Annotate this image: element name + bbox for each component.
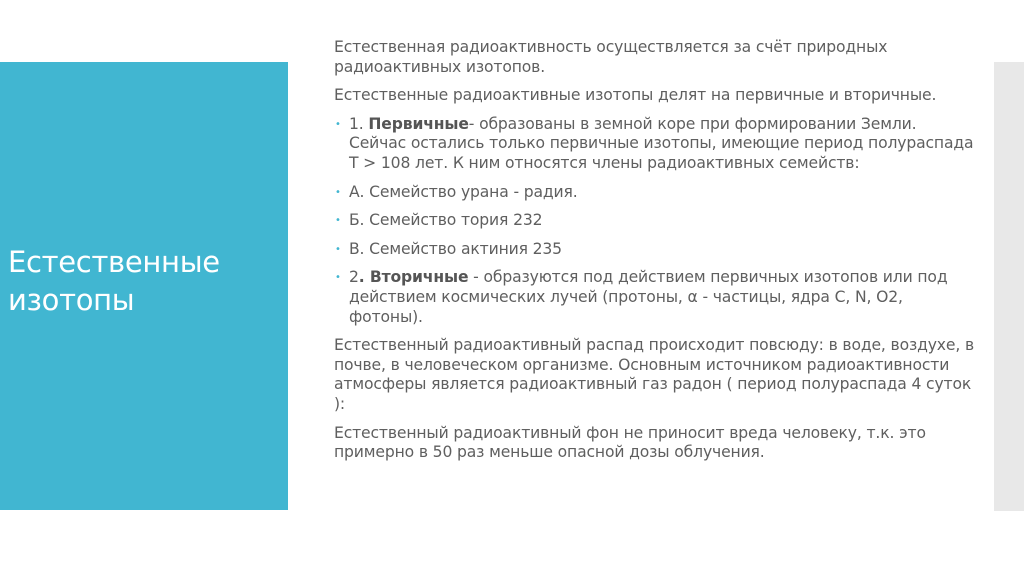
bullet-secondary-isotopes (334, 268, 974, 327)
paragraph-natural-decay: Естественный радиоактивный распад происходит повсюду: в воде, воздухе, в почве, в человеческом организме. Основным источником радиоактивности атмосферы является радиоактивный газ радон ( период полураспада 4 суток ): (334, 336, 974, 413)
bullet-icon: • (335, 243, 341, 255)
slide-title (8, 243, 283, 319)
bullet-uranium-family (334, 183, 974, 203)
bullet-thorium-family (334, 211, 974, 231)
bullet-text: - образуются под действием первичных изотопов или под действием космических лучей (протоны, α - частицы, ядра C, N, O2, фотоны). (349, 268, 948, 326)
paragraph-isotope-division: Естественные радиоактивные изотопы делят на первичные и вторичные. (334, 86, 937, 105)
bullet-bold-term: Первичные (368, 114, 469, 133)
bullet-icon: • (335, 118, 341, 130)
bullet-text: В. Семейство актиния 235 (349, 239, 562, 258)
bullet-prefix: 1. (349, 114, 369, 133)
bullet-text: Б. Семейство тория 232 (349, 211, 543, 230)
slide-body (334, 38, 974, 472)
slide-title-line-2: изотопы (8, 283, 135, 317)
bullet-text: - образованы в земной коре при формировании Земли. Сейчас остались только первичные изотопы, имеющие период полураспада Т > 108 лет. К ним относятся члены радиоактивных семейств: (349, 114, 974, 172)
side-decoration-bar (994, 62, 1024, 511)
slide-title-line-1: Естественные (8, 245, 220, 279)
bullet-primary-isotopes (334, 115, 974, 174)
bullet-prefix: 2 (349, 268, 359, 287)
paragraph-natural-radioactivity: Естественная радиоактивность осуществляется за счёт природных радиоактивных изотопов. (334, 38, 888, 76)
bullet-icon: • (335, 186, 341, 198)
bullet-text: А. Семейство урана - радия. (349, 182, 578, 201)
paragraph-background-radiation: Естественный радиоактивный фон не приносит вреда человеку, т.к. это примерно в 50 раз меньше опасной дозы облучения. (334, 423, 926, 462)
bullet-bold-term: . Вторичные (358, 268, 469, 287)
bullet-icon: • (335, 215, 341, 227)
bullet-icon: • (335, 272, 341, 284)
bullet-actinium-family (334, 240, 974, 260)
